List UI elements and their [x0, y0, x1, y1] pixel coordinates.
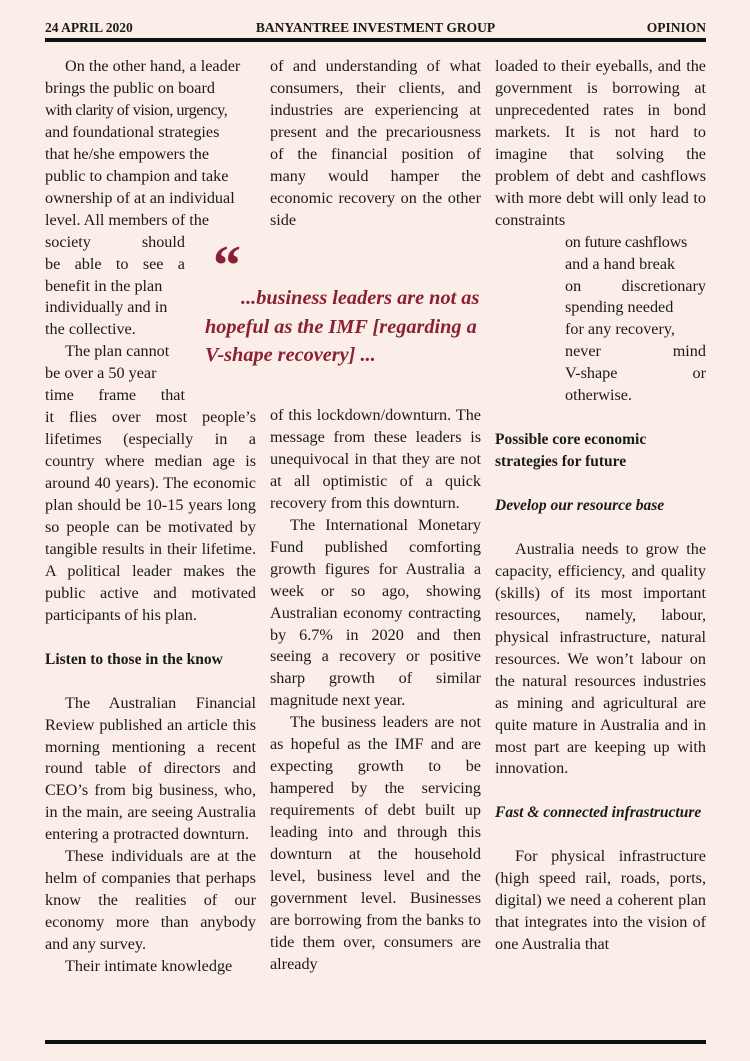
col1-line: time frame that [45, 386, 185, 405]
col1-line: be able to see a [45, 254, 185, 273]
pull-quote-line: hopeful as the IMF [regarding a [205, 315, 477, 338]
col1-line: with clarity of vision, urgency, [45, 100, 228, 119]
column-3 [495, 56, 706, 956]
col1-line: individually and in [45, 298, 168, 317]
col1-line: and foundational strategies [45, 122, 220, 141]
col1-line: The plan cannot [65, 342, 170, 361]
col3-paragraph: loaded to their eyeballs, and the government is borrowing at unprecedented rates in bond markets. It is not hard to imagine that solving the problem of debt and cashflows with more debt will only lead to constraints [495, 57, 706, 229]
page-header [45, 20, 706, 40]
col1-line: brings the public on board [45, 78, 215, 97]
col1-line: the collective. [45, 320, 136, 339]
pull-quote-line: ...business leaders are not as [241, 287, 480, 309]
column-1 [45, 56, 256, 978]
section-heading: Possible core economic strategies for future [495, 431, 647, 471]
col3-line: on future cashflows [565, 232, 687, 251]
subsection-heading: Develop our resource base [495, 497, 665, 515]
header-section: OPINION [646, 20, 706, 35]
col2-paragraph: The business leaders are not as hopeful as the IMF and are expecting growth to be hampered by the servicing requirements of debt built up leading into and through this downturn at the household level, business level and the government level. Businesses are borrowing from the banks to tide them over, consumers are already [270, 713, 481, 973]
quote-mark: “ [213, 235, 241, 297]
subsection-heading: Fast & connected infrastructure [495, 804, 702, 822]
header-date: 24 APRIL 2020 [45, 20, 133, 35]
col1-line: level. All members of the [45, 210, 210, 229]
column-2 [270, 56, 481, 232]
col2-paragraph: The International Monetary Fund published comforting growth figures for Australia a week or so ago, showing Australian economy contracting by 6.7% in 2020 and then seeing a recovery or positive sharp growth of similar magnitude next year. [270, 515, 481, 710]
col1-line: society should [45, 232, 185, 251]
col1-line: ownership of at an individual [45, 188, 235, 207]
col3-line: and a hand break [565, 254, 676, 273]
header-publisher: BANYANTREE INVESTMENT GROUP [255, 20, 496, 35]
col2-paragraph: of this lockdown/downturn. The message from these leaders is unequivocal in that they are not at all optimistic of a quick recovery from this downturn. [270, 406, 481, 512]
col3-paragraph: For physical infrastructure (high speed rail, roads, ports, digital) we need a coherent plan that integrates into the vision of one Australia that [495, 847, 706, 954]
col1-paragraph: it flies over most people’s lifetimes (especially in a country where median age is around 40 years). The economic plan should be 10-15 years long so people can be motivated by tangible results in their lifetime. A political leader makes the public active and motivated participants of his plan. [45, 408, 256, 624]
col3-line: never mind [565, 342, 706, 361]
col3-line: on discretionary [565, 276, 706, 295]
col1-line: On the other hand, a leader [65, 57, 241, 75]
col3-line: otherwise. [565, 386, 632, 405]
col1-line: be over a 50 year [45, 364, 157, 383]
col1-paragraph: These individuals are at the helm of companies that perhaps know the realities of our economy more than anybody and any survey. [45, 847, 256, 954]
col3-line: V-shape or [565, 364, 706, 383]
pull-quote-line: V-shape recovery] ... [205, 344, 376, 367]
col2-paragraph: of and understanding of what consumers, their clients, and industries are experiencing at present and the precariousness of the financial position of many would hamper the economic recovery on the other side [270, 57, 481, 229]
col1-line: that he/she empowers the [45, 144, 210, 163]
header-rule [45, 38, 706, 42]
column-2-lower [270, 405, 481, 976]
footer-rule [45, 1040, 706, 1044]
col1-paragraph: Their intimate knowledge [65, 957, 233, 976]
col1-line: benefit in the plan [45, 276, 163, 295]
col3-line: for any recovery, [565, 320, 675, 339]
col3-line: spending needed [565, 298, 674, 317]
section-heading: Listen to those in the know [45, 650, 223, 668]
col1-paragraph: The Australian Financial Review published an article this morning mentioning a recent round table of directors and CEO’s from big business, who, in the main, are seeing Australia entering a protracted downturn. [45, 693, 256, 844]
col3-paragraph: Australia needs to grow the capacity, efficiency, and quality (skills) of its most important resources, namely, labour, physical infrastructure, natural resources. We won’t labour on the natural resources industries as mining and agricultural are quite mature in Australia and in most part are keeping up with innovation. [495, 539, 706, 778]
col1-line: public to champion and take [45, 166, 229, 185]
